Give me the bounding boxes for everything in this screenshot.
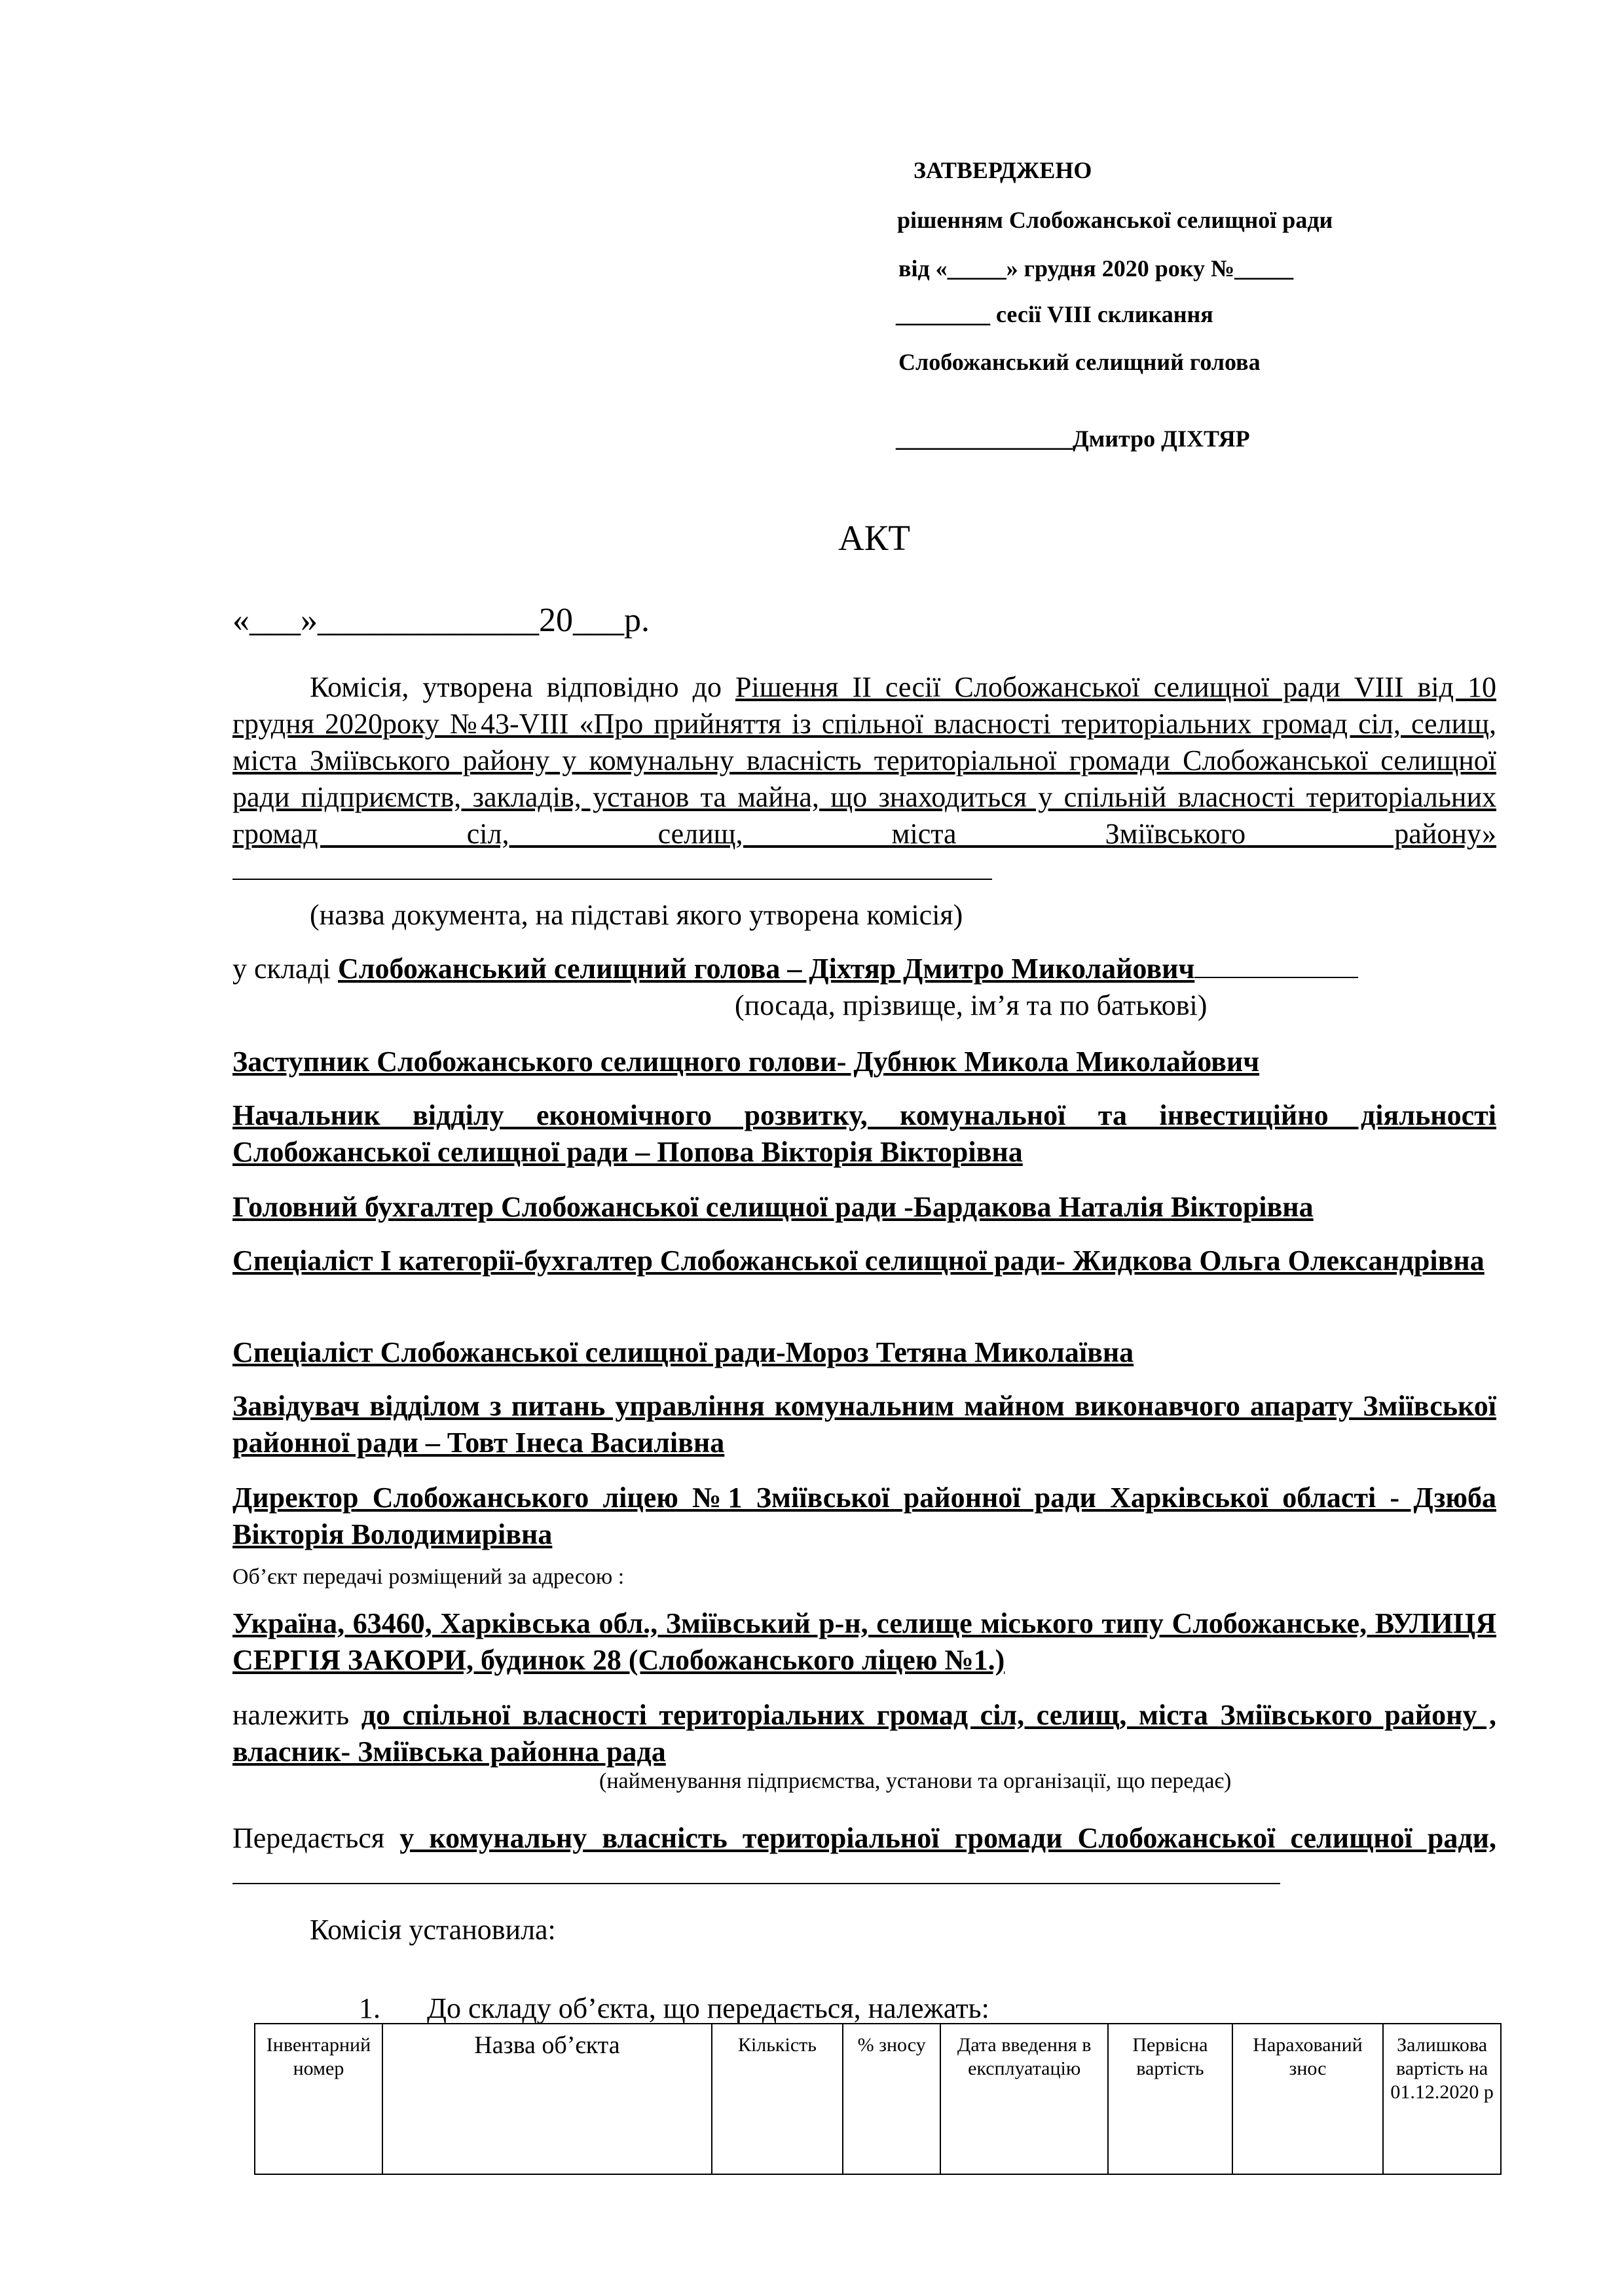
commission-basis-paragraph — [232, 669, 1496, 889]
commission-member-3: Головний бухгалтер Слобожанської селищної ради -Бардакова Наталія Вікторівна — [232, 1191, 1314, 1223]
commission-member-7: Директор Слобожанського ліцею №1 Зміївської районної ради Харківської області - Дзюба Вікторія Володимирівна — [232, 1482, 1496, 1550]
object-belongs: до спільної власності територіальних громад сіл, селищ, міста Зміївського району , власник- Зміївська районна рада — [232, 1699, 1496, 1768]
table-header-row — [255, 2024, 1501, 2174]
header-quantity: Кількість — [712, 2024, 843, 2174]
object-belongs-caption: (найменування підприємства, установи та організації, що передає) — [599, 1769, 1232, 1793]
commission-chair: Слобожанський селищний голова – Діхтяр Дмитро Миколайович — [338, 953, 1195, 985]
findings-heading: Комісія установила: — [310, 1914, 556, 1946]
object-transfer-line — [232, 1820, 1496, 1893]
approval-session: ________ сесії VIII скликання — [896, 301, 1213, 327]
header-inventory-number: Інвентарний номер — [255, 2024, 382, 2174]
act-date-line: «___»_____________20___р. — [232, 602, 650, 639]
header-residual-value: Залишкова вартість на 01.12.2020 р — [1383, 2024, 1501, 2174]
commission-basis-caption: (назва документа, на підставі якого утворена комісія) — [310, 899, 963, 931]
commission-chair-line — [232, 951, 1496, 987]
commission-prefix: Комісія, утворена відповідно до — [310, 671, 736, 703]
header-object-name: Назва об’єкта — [382, 2024, 712, 2174]
approval-decision: рішенням Слобожанської селищної ради — [897, 207, 1333, 233]
object-belongs-line — [232, 1697, 1496, 1770]
commission-member-2: Начальник відділу економічного розвитку, комунальної та інвестиційно діяльності Слобожанської селищної ради – Попова Вікторія Вікторівна — [232, 1099, 1496, 1168]
transfer-prefix: Передається — [232, 1822, 400, 1854]
approval-date: від «_____» грудня 2020 року №_____ — [898, 255, 1294, 282]
document-title: АКТ — [838, 518, 910, 558]
header-commission-date: Дата введення в експлуатацію — [940, 2024, 1108, 2174]
commission-member-1: Заступник Слобожанського селищного голови- Дубнюк Микола Миколайович — [232, 1046, 1260, 1078]
approval-signatory: Слобожанський селищний голова — [898, 349, 1261, 375]
belongs-prefix: належить — [232, 1699, 361, 1731]
commission-member-4: Спеціаліст І категорії-бухгалтер Слобожанської селищної ради- Жидкова Ольга Олександрівна — [232, 1245, 1485, 1277]
findings-item-number: 1. — [359, 1992, 380, 2024]
composition-prefix: у складі — [232, 953, 339, 985]
approval-heading: ЗАТВЕРДЖЕНО — [913, 157, 1092, 183]
object-address-label: Об’єкт передачі розміщений за адресою : — [232, 1565, 625, 1589]
items-table — [254, 2023, 1502, 2175]
commission-member-6: Завідувач відділом з питань управління комунальним майном виконавчого апарату Зміївської районної ради – Товт Інеса Василівна — [232, 1390, 1496, 1459]
object-address: Україна, 63460, Харківська обл., Зміївський р-н, селище міського типу Слобожанське, ВУЛИЦЯ СЕРГІЯ ЗАКОРИ, будинок 28 (Слобожанського ліцею №1.) — [232, 1607, 1496, 1676]
header-wear-percent: % зносу — [843, 2024, 940, 2174]
commission-member-5: Спеціаліст Слобожанської селищної ради-Мороз Тетяна Миколаївна — [232, 1336, 1134, 1368]
header-initial-cost: Первісна вартість — [1108, 2024, 1232, 2174]
header-accrued-wear: Нарахований знос — [1232, 2024, 1383, 2174]
commission-basis: Рішення II сесії Слобожанської селищної ради VIII від 10 грудня 2020року №43-VIII «Про прийняття із спільної власності територіальних громад сіл, селищ, міста Зміївського району у комунальну власність територіальної громади Слобожанської селищної ради підприємств, закладів, установ та майна, що знаходиться у спільній власності територіальних громад сіл, селищ, міста Зміївського району» — [232, 671, 1496, 850]
commission-chair-caption: (посада, прізвище, ім’я та по батькові) — [735, 989, 1208, 1021]
object-transfer: у комунальну власність територіальної громади Слобожанської селищної ради, — [399, 1822, 1496, 1854]
findings-item-text: До складу об’єкта, що передається, належать: — [427, 1992, 989, 2024]
approval-signature-line: _______________Дмитро ДІХТЯР — [896, 426, 1250, 452]
